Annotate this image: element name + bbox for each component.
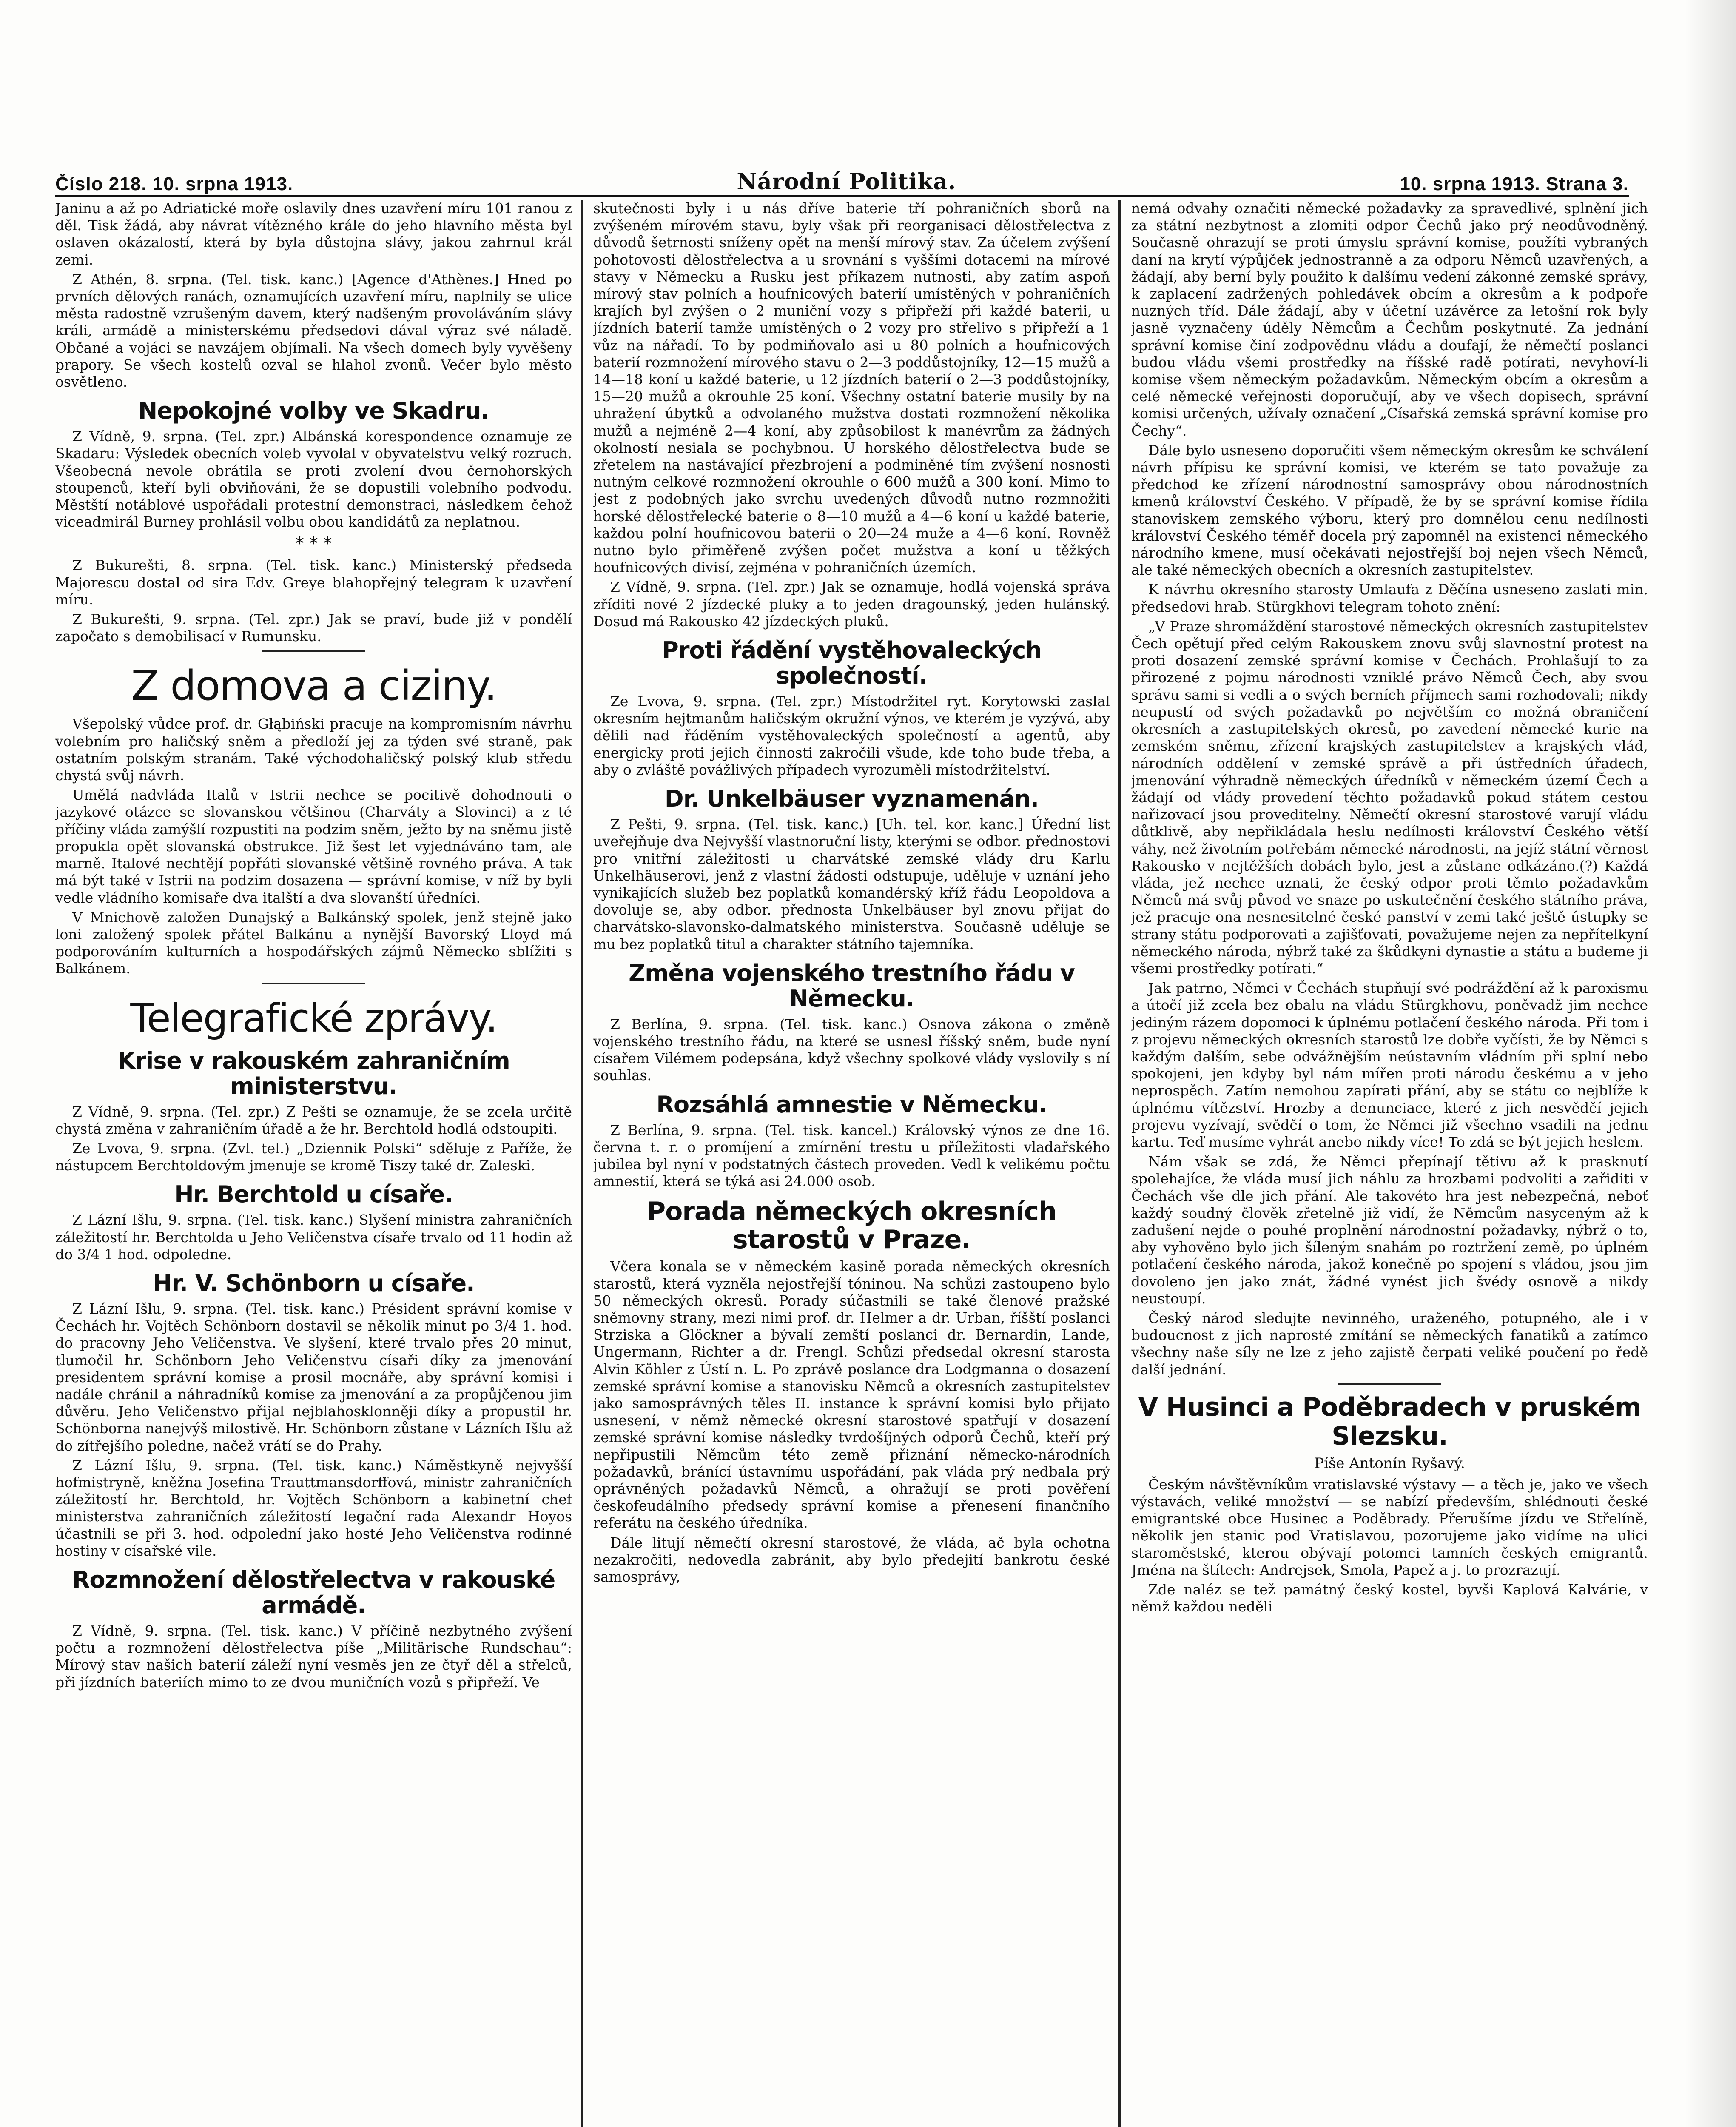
article-paragraph: Nám však se zdá, že Němci přepínají tětivu až k prasknutí spolehajíce, že vláda musí jich náhlu za hrozbami podvoliti a zařiditi v Čechách vše dle jich přání. Ale takovéto hra jest nebezpečná, neboť každý soudný člověk zřetelně již vidí, že Němcům nasyceným až k zadušení nejde o pouhé proplnění národnostní požadavky, nýbrž o to, aby vyhověno bylo jich šíleným snahám po roztržení země, po úplném potlačení českého národa, jakož konečně po spojení s vládou, jsou jim dovoleno jen jako znát, žádné vynést jich švédy osnově a nikdy neustoupí.	[1131, 1153, 1648, 1307]
article-paragraph: Z Pešti, 9. srpna. (Tel. tisk. kanc.) [Uh. tel. kor. kanc.] Úřední list uveřejňuje dva Nejvyšší vlastnoruční listy, kterými se odbor. přednostovi pro vnitřní záležitosti u charvátské zemské vlády dru Karlu Unkelhäuserovi, jenž z vlastní žádosti odstupuje, uděluje v uznání jeho vynikajících služeb bez poplatků komandérský kříž řádu Leopoldova a dovoluje se, aby odbor. přednosta Unkelbäuser byl znovu přijat do charvátsko-slavonsko-dalmatského ministerstva. Současně uděluje se mu bez poplatků titul a charakter státního tajemníka.	[593, 816, 1110, 952]
article-paragraph: Z Lázní Išlu, 9. srpna. (Tel. tisk. kanc.) Náměstkyně nejvyšší hofmistryně, kněžna Josefina Trauttmansdorffová, ministr zahraničních záležitostí hr. Berchtold, hr. Vojtěch Schönborn a kabinetní chef ministerstva zahraničních záležitostí legační rada Alexandr Hoyos účastnili se při 3. hod. odpolední jako hosté Jeho Veličenstva rodinné hostiny v císařské vile.	[55, 1457, 572, 1559]
headline: Nepokojné volby ve Skadru.	[138, 397, 489, 425]
article-paragraph: K návrhu okresního starosty Umlaufa z Děčína usneseno zaslati min. předsedovi hrab. Stürgkhovi telegram tohoto znění:	[1131, 581, 1648, 615]
scan-shadow	[1685, 0, 1736, 2127]
article-paragraph: Ze Lvova, 9. srpna. (Tel. zpr.) Místodržitel ryt. Korytowski zaslal okresním hejtmanům haličským okružní výnos, ve kterém je vyzývá, aby dělili nad řáděním vystěhovaleckých společností a agentů, aby energicky proti jejich činnosti zakročili všude, kde toho bude třeba, a aby o zvláště povážlivých případech vyrozuměli místodržitelství.	[593, 693, 1110, 778]
article-paragraph: Z Bukurešti, 8. srpna. (Tel. tisk. kanc.) Ministerský předseda Majorescu dostal od sira Edv. Greye blahopřejný telegram k uzavření míru.	[55, 557, 572, 608]
column-rule	[1118, 200, 1121, 2127]
article-paragraph: Z Vídně, 9. srpna. (Tel. zpr.) Jak se oznamuje, hodlá vojenská správa zříditi nové 2 jízdecké pluky a to jeden dragounský, jeden hulánský. Dosud má Rakousko 42 jízdeckých pluků.	[593, 579, 1110, 630]
column-rule	[581, 200, 583, 2127]
issue-number: Číslo 218. 10. srpna 1913.	[55, 174, 293, 194]
article-paragraph: Zde naléz se tež památný český kostel, byvši Kaplová Kalvárie, v němž každou neděli	[1131, 1581, 1648, 1615]
headline: Hr. V. Schönborn u císaře.	[153, 1269, 475, 1297]
article-paragraph: Jak patrno, Němci v Čechách stupňují své podráždění až k paroxismu a útočí již zcela bez obalu na vládu Stürgkhovu, poněvadž jim nechce jediným rázem dopomoci k úplnému potlačení českého národa. Při tom i z projevu německých okresních starostů lze dobře vyčísti, že by Němci s každým dalším, sebe odvážnějším neústavním vládním při splní nebo spokojeni, jen kdyby byl nám mířen proti národu českému a v jeho neprospěch. Zatím nemohou zapírati přání, aby se státu co nejblíže k úplnému vítězství. Hrozby a denunciace, které z jich nesvědčí jejich projevu vyzívají, svědčí o tom, že Němci již všechno vsadili na jednu kartu. Teď musíme vyhrát anebo nikdy více! To zdá se být jejich heslem.	[1131, 980, 1648, 1150]
article-paragraph: Z Berlína, 9. srpna. (Tel. tisk. kanc.) Osnova zákona o změně vojenského trestního řádu, na které se usnesl říšský sněm, bude nyní císařem Vilémem podepsána, když všechny spolkové vlády vyslovily s ní souhlas.	[593, 1015, 1110, 1084]
article-paragraph: Z Vídně, 9. srpna. (Tel. zpr.) Z Pešti se oznamuje, že se zcela určitě chystá změna v zahraničním úřadě a že hr. Berchtold hodlá odstoupiti.	[55, 1103, 572, 1137]
column-3	[1131, 200, 1648, 2127]
article-paragraph: Z Berlína, 9. srpna. (Tel. tisk. kancel.) Královský výnos ze dne 16. června t. r. o promíjení a zmírnění trestu u příležitosti vladařského jubilea byl nyní v podstatných částech proveden. Vedl k velikému počtu amnestií, která se týká asi 24.000 osob.	[593, 1121, 1110, 1190]
masthead-title: Národní Politika.	[737, 169, 956, 195]
article-paragraph: Z Bukurešti, 9. srpna. (Tel. zpr.) Jak se praví, bude již v pondělí započato s demobilisací v Rumunsku.	[55, 611, 572, 645]
article-paragraph: Všepolský vůdce prof. dr. Głąbiński pracuje na kompromisním návrhu volebním pro haličský sněm a předloží jej za týden své straně, pak ostatním polským stranám. Také východohaličský polský klub středu chystá svůj návrh.	[55, 716, 572, 784]
headline: Rozmnožení dělostřelectva v rakouské armádě.	[72, 1566, 555, 1619]
article-paragraph: nemá odvahy označiti německé požadavky za spravedlivé, splnění jich za státní nezbytnost a zlomiti odpor Čechů jako prý neodůvodněný. Současně ohrazují se proti úmyslu správní komise, použíti vybraných daní na krytí výpůjček jednostranně a za odporu Němců uzavřených, a žádají, aby berní byly použito k dalšímu vedení zákonné zemské správy, k zaplacení zadržených pohledávek obcím a okresům a k podpoře nuzných tříd. Dále žádají, aby v účetní uzávěrce za letošní rok byly jasně vyznačeny úděly Němcům a Čechům poskytnuté. Za jednání správní komise činí zodpovědnu vládu a doufají, že němečtí poslanci budou vládu všemi prostředky na říšské radě potírati, nevyhoví-li komise všem německým požadavkům. Německým obcím a okresům a celé německé veřejnosti doporučují, aby ve všech dopisech, správní komisi určených, užívaly označení „Císařská zemská správní komise pro Čechy“.	[1131, 200, 1648, 439]
section-title: Telegrafické zprávy.	[130, 995, 497, 1041]
article-paragraph: Umělá nadvláda Italů v Istrii nechce se pocitivě dohodnouti o jazykové otázce se slovanskou většinou (Charváty a Slovinci) a z té příčiny vláda zamýšlí rozpustiti na podzim sněm, ježto by na sněmu jistě propukla opět slovanská obstrukce. Již šest let vyjednáváno tam, ale marně. Italové nechtějí popřáti slovanské většině rovného práva. A tak má být také v Istrii na podzim dosazena — správní komise, v níž by byli vedle vládního komisaře dva italští a dva slovanští úředníci.	[55, 787, 572, 906]
article-paragraph: „V Praze shromáždění starostové německých okresních zastupitelstev Čech opětují před celým Rakouskem znovu svůj slavnostní protest na proti dosazení zemské správní komise v Čechách. Prohlašují to za přirozené z pojmu národnosti vzniklé právo Němců Čech, aby svou správu sami si vedli a o svých berních příjmech sami rozhodovali; nikdy neupustí od svých požadavků po největším co možná obraničení okresních a zastupitelských okresů, po zavedení německé kurie na zemském sněmu, zřízení krajských zastupitelstev a krajských vlád, národních oddělení v zemské správě a při ústředních úřadech, jmenování výhradně německých úředníků v německém území Čech a žádají od vlády provedení těchto požadavků pokud státem cestou nařizovací jsou proveditelny. Němečtí okresní starostové varují vládu důtklivě, aby nepřikládala heslu nedílnosti království Českého větší váhy, než životním potřebám německé národnosti, na jejíž státní věrnost Rakousko v nejtěžších dobách bylo, jest a zůstane odkázáno.(?) Každá vláda, jež nechce uznati, že český odpor proti těmto požadavkům Němců má svůj původ ve snaze po uskutečnění českého státního práva, jež pracuje ona nesnesitelné české panství v zemi také ještě ústupky se strany státu podporovati a zajišťovati, považujeme nejen za nepřítelkyní německého národa, nýbrž také za škůdkyni dynastie a státu a budeme ji všemi prostředky potírati.“	[1131, 618, 1648, 977]
column-2	[593, 200, 1110, 2127]
headline: Hr. Berchtold u císaře.	[174, 1181, 453, 1208]
article-paragraph: Z Vídně, 9. srpna. (Tel. tisk. kanc.) V příčině nezbytného zvýšení počtu a rozmnožení dělostřelectva píše „Militärische Rundschau“: Mírový stav našich baterií záleží nyní vesměs jen ze čtyř děl a střelců, při jízdních bateriích mimo to ze dvou muničních vozů s připřeží. Ve	[55, 1622, 572, 1691]
headline: Rozsáhlá amnestie v Německu.	[656, 1091, 1047, 1118]
article-paragraph: skutečnosti byly i u nás dříve baterie tří pohraničních sborů na zvýšeném mírovém stavu, byly však při reorganisaci dělostřelectva z důvodů šetrnosti sníženy opět na menší mírový stav. Za účelem zvýšení pohotovosti dělostřelectva a u srovnání s vyššími dotacemi na mírové stavy v Německu a Rusku jest příkazem nutnosti, aby zatím aspoň mírový stav polních a houfnicových baterií umístěných v pohraničních krajích byl zvýšen o 2 muniční vozy s připřeží při každé baterii, u jízdních baterií tamže umístěných o 2 vozy pro střelivo s připřeží a 1 vůz na nářadí. To by podmiňovalo asi u 80 polních a houfnicových baterií rozmnožení mírového stavu o 2—3 poddůstojníky, 12—15 mužů a 14—18 koní u každé baterie, u 12 jízdních baterií o 2—3 poddůstojníky, 15—20 mužů a okrouhle 25 koní. Všechny ostatní baterie musily by na uhražení úbytků a odvolaného mužstva dostati rozmnožení několika mužů a nejméně 2—4 koní, aby způsobilost k manévrům za žádných okolností nesiala se pochybnou. U horského dělostřelectva bude se zřetelem na nastávající přezbrojení a podminěné tím zvýšení nosnosti nutným celkové rozmnožení okrouhle o 600 mužů a 300 koní. Mimo to jest z podobných jako svrchu uvedených důvodů nutno rozmnožiti horské dělostřelecké baterie o 8—10 mužů a 4—6 koní u každé baterie, každou polní houfnicovou baterii o 20—24 muže a 4—6 koní. Rovněž nutno bylo přiměřeně zvýšen počet mužstva a koní u těžkých houfnicových divisí, zejména v pohraničních územích.	[593, 200, 1110, 576]
article-paragraph: Českým návštěvníkům vratislavské výstavy — a těch je, jako ve všech výstavách, veliké množství — se nabízí především, shlédnouti české emigrantské obce Husinec a Poděbrady. Přerušíme jízdu ve Střelíně, několik jen stanic pod Vratislavou, pozorujeme jako vidíme na ulici staroměstské, kterou obývají potomci tamních českých emigrantů. Jména na štítech: Andrejsek, Smola, Papež a j. to prozrazují.	[1131, 1476, 1648, 1578]
article-paragraph: Z Athén, 8. srpna. (Tel. tisk. kanc.) [Agence d'Athènes.] Hned po prvních dělových ranách, oznamujících uzavření míru, naplnily se ulice města radostně vzrušeným davem, který nadšeným provoláváním slávy králi, armádě a ministerskému předsedovi dával výraz své náladě. Občané a vojáci se navzájem objímali. Na všech domech byly vyvěšeny prapory. Se všech kostelů ozval se hlahol zvonů. Večer bylo město osvětleno.	[55, 271, 572, 391]
article-paragraph: V Mnichově založen Dunajský a Balkánský spolek, jenž stejně jako loni založený spolek přátel Balkánu a nynější Bavorský Lloyd má podporováním kulturních a hospodářských zájmů Německo sblížiti s Balkánem.	[55, 909, 572, 977]
article-paragraph: Český národ sledujte nevinného, uraženého, potupného, ale i v budoucnost z jich naprosté zmítání se německých fanatiků a zatímco všechny naše síly ne lze z jeho zajistě čerpati veliké poučení po ředě další jednání.	[1131, 1310, 1648, 1378]
headline: Porada německých okresních starostů v Praze.	[647, 1197, 1056, 1255]
headline: Proti řádění vystěhovaleckých společností.	[662, 637, 1042, 690]
page-date: 10. srpna 1913. Strana 3.	[1400, 174, 1629, 194]
column-1	[55, 200, 572, 2127]
section-divider	[262, 650, 365, 652]
article-paragraph: Včera konala se v německém kasině porada německých okresních starostů, která vyzněla nejostřejší tóninou. Na schůzi zastoupeno bylo 50 německých okresů. Porady súčastnili se také členové pražské sněmovny strany, mezi nimi prof. dr. Helmer a dr. Urban, říšští poslanci Strziska a Glöckner a bývalí zemští poslanci dr. Bernardin, Lande, Ungermann, Richter a dr. Frengl. Schůzi předsedal okresní starosta Alvin Köhler z Ústí n. L. Po zprávě poslance dra Lodgmanna o dosazení zemské správní komise a stanovisku Němců a okresních zastupitelstev jako samosprávných těles II. instance k správní komisi bylo přijato usnesení, v němž německé okresní starostové spatřují v dosazení zemské správní komise následky tvrdošíjných odporů Čechů, kteří prý nepřipustili Němcům této země přiznání německo-národních požadavků, bránící ústavnímu uspořádání, pak vláda prý nedbala prý oprávněných požadavků Němců, a ohražují se proti pověření českofeudálního předsedy správní komise a přenesení finančního referátu na českého úředníka.	[593, 1258, 1110, 1531]
article-paragraph: Dále litují němečtí okresní starostové, že vláda, ač byla ochotna nezakročiti, nedovedla zabránit, aby bylo předejití bankrotu české samosprávy,	[593, 1534, 1110, 1585]
headline: Dr. Unkelbäuser vyznamenán.	[664, 785, 1039, 813]
section-divider	[1338, 1383, 1441, 1385]
headline: V Husinci a Poděbradech v pruském Slezsku.	[1138, 1392, 1641, 1451]
article-paragraph: Ze Lvova, 9. srpna. (Zvl. tel.) „Dziennik Polski“ sděluje z Paříže, že nástupcem Berchtoldovým jmenuje se kromě Tiszy také dr. Zaleski.	[55, 1140, 572, 1174]
article-paragraph: Z Lázní Išlu, 9. srpna. (Tel. tisk. kanc.) Président správní komise v Čechách hr. Vojtěch Schönborn dostavil se několik minut po 3/4 1. hod. do pracovny Jeho Veličenstva. Ve slyšení, které trvalo přes 20 minut, tlumočil hr. Schönborn Jeho Veličenstvu císaři díky za jmenování presidentem správní komise a prosil mocnáře, aby správní komisi i nadále chránil a náhradníků komise za jmenování a za propůjčenou jim důvěru. Jeho Veličenstvo přijal nejblahosklonněji díky a propustil hr. Schönborna nanejvýš milostivě. Hr. Schönborn zůstane v Lázních Išlu až do zítřejšího poledne, načež vrátí se do Prahy.	[55, 1300, 572, 1454]
section-divider	[262, 983, 365, 984]
article-paragraph: Janinu a až po Adriatické moře oslavily dnes uzavření míru 101 ranou z děl. Tisk žádá, aby návrat vítězného krále do jeho hlavního města byl oslaven okázalostí, která by byla důstojna slávy, jakou zahrnul král zemi.	[55, 200, 572, 268]
separator-stars: * * *	[295, 534, 332, 554]
page-header	[55, 158, 1629, 197]
headline: Změna vojenského trestního řádu v Německu.	[629, 959, 1075, 1012]
byline: Píše Antonín Ryšavý.	[1314, 1454, 1465, 1472]
section-title: Z domova a ciziny.	[131, 662, 496, 710]
article-paragraph: Dále bylo usneseno doporučiti všem německým okresům ke schválení návrh přípisu ke správní komisi, ve kterém se tato považuje za předchod ke zřízení národnostní samosprávy obou národnostních kmenů království Českého. V případě, že by se správní komise řídila stanoviskem zemského výboru, který pro domnělou cenu nedílnosti království Českého téměř docela prý zapomněl na existenci německého národního kmene, musí očekávati nejostřejší boj nejen všech Němců, ale také německých obecních a okresních zastupitelstev.	[1131, 442, 1648, 579]
headline: Krise v rakouském zahraničním ministerstvu.	[117, 1047, 510, 1100]
article-paragraph: Z Lázní Išlu, 9. srpna. (Tel. tisk. kanc.) Slyšení ministra zahraničních záležitostí hr. Berchtolda u Jeho Veličenstva císaře trvalo od 11 hodin až do 3/4 1 hod. odpoledne.	[55, 1212, 572, 1263]
article-paragraph: Z Vídně, 9. srpna. (Tel. zpr.) Albánská korespondence oznamuje ze Skadaru: Výsledek obecních voleb vyvolal v obyvatelstvu velký rozruch. Všeobecná nevole obrátila se proti zvolení dvou černohorských stoupenců, kteří byli obviňováni, že se dopustili volebního podvodu. Městští notáblové uspořádali protestní demonstraci, následkem čehož viceadmirál Burney prohlásil volbu obou kandidátů za neplatnou.	[55, 428, 572, 530]
